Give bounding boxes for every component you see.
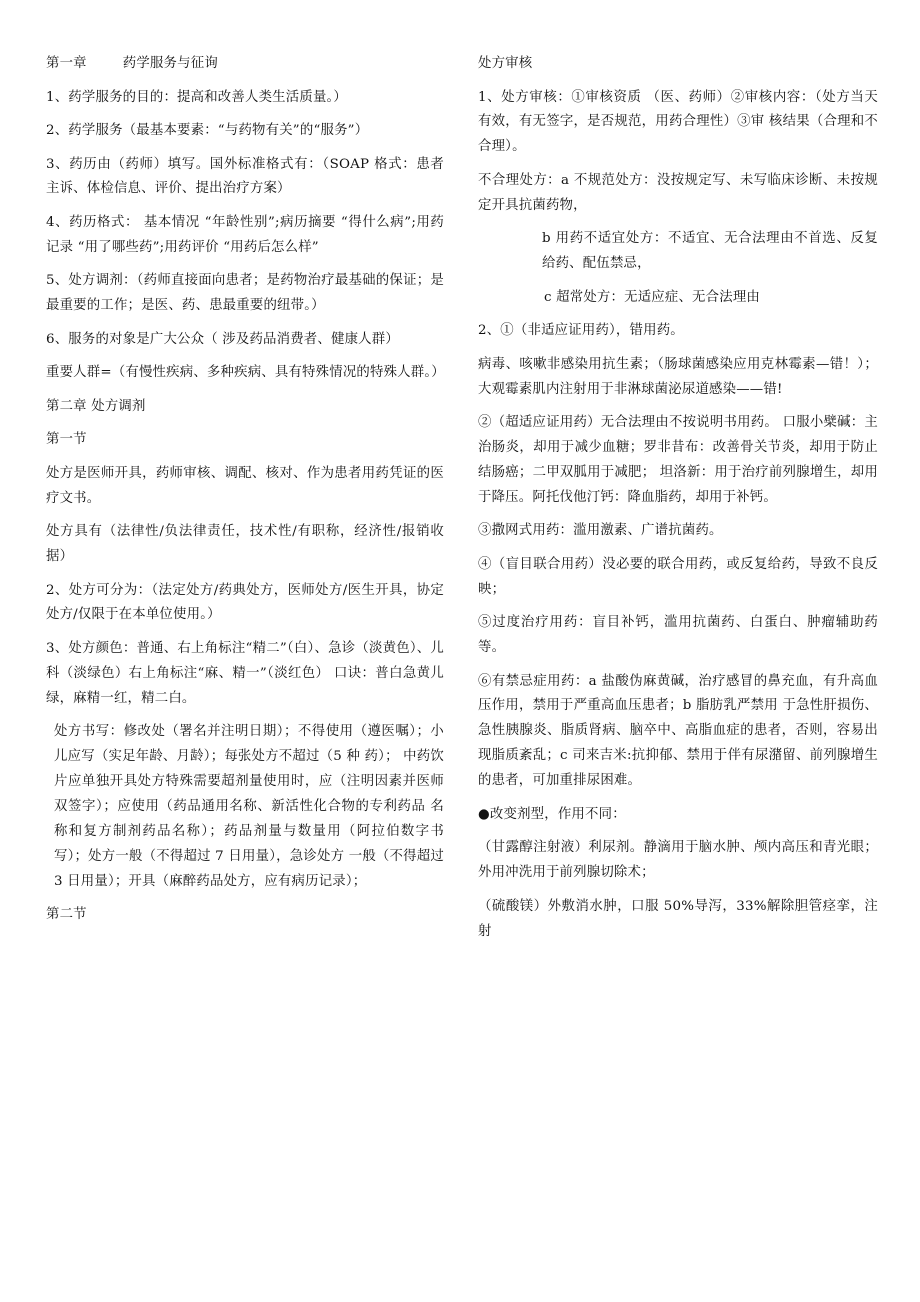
paragraph: ④（盲目联合用药）没必要的联合用药，或反复给药，导致不良反映； <box>478 556 878 597</box>
paragraph: （硫酸镁）外敷消水肿，口服 50%导泻，33%解除胆管痉挛，注射 <box>478 898 878 939</box>
paragraph: b 用药不适宜处方：不适宜、无合法理由不首选、反复给药、配伍禁忌， <box>542 231 878 272</box>
paragraph: 1、药学服务的目的：提高和改善人类生活质量。） <box>46 89 348 105</box>
section-title: 第一节 <box>46 432 87 448</box>
paragraph: ②（超适应证用药）无合法理由不按说明书用药。 口服小檗碱：主治肠炎，却用于减少血糖；罗非昔布：改善骨关节炎，却用于防止结肠癌；二甲双胍用于减肥； 坦洛新：用于治疗前列腺增生，却用于降压。阿托伐他汀钙：降血脂药，却用于补钙。 <box>478 415 878 505</box>
chapter-name: 药学服务与征询 <box>122 56 218 71</box>
section-title: 处方审核 <box>478 56 533 71</box>
chapter2-title: 第二章 处方调剂 <box>46 398 146 414</box>
paragraph: 6、服务的对象是广大公众（ 涉及药品消费者、健康人群） <box>46 331 399 347</box>
paragraph: 处方书写：修改处（署名并注明日期）；不得使用（遵医嘱）；小儿应写（实足年龄、月龄）；每张处方不超过（5 种 药）； 中药饮片应单独开具处方特殊需要超剂量使用时，应（注明因素并医师双签字）；应使用（药品通用名称、新活性化合物的专利药品 名称和复方制剂药品名称）；药品剂量与数量用（阿拉伯数字书写）；处方一般（不得超过 7 日用量），急诊处方 一般（不得超过 3 日用量）；开具（麻醉药品处方，应有病历记录）； <box>54 724 444 889</box>
right-column <box>478 52 878 944</box>
paragraph: 处方具有（法律性/负法律责任，技术性/有职称，经济性/报销收据） <box>46 524 444 565</box>
chapter1-title <box>46 52 444 77</box>
paragraph: ⑤过度治疗用药：盲目补钙，滥用抗菌药、白蛋白、肿瘤辅助药等。 <box>478 615 878 656</box>
paragraph: ③撒网式用药：滥用激素、广谱抗菌药。 <box>478 523 723 539</box>
paragraph: 2、处方可分为：（法定处方/药典处方，医师处方/医生开具，协定处方/仅限于在本单位使用。） <box>46 582 444 623</box>
paragraph: ⑥有禁忌症用药：a 盐酸伪麻黄碱，治疗感冒的鼻充血，有升高血压作用，禁用于严重高血压患者；b 脂肪乳严禁用 于急性肝损伤、急性胰腺炎、脂质肾病、脑卒中、高脂血症的患者，否则，容易出现脂质紊乱；c 司来吉米:抗抑郁、禁用于伴有尿潴留、前列腺增生的患者，可加重排尿困难。 <box>478 673 878 789</box>
left-column <box>46 52 444 928</box>
paragraph: 3、药历由（药师）填写。国外标准格式有：（SOAP 格式：患者主诉、体检信息、评价、提出治疗方案） <box>46 156 444 197</box>
paragraph: 2、①（非适应证用药），错用药。 <box>478 323 684 339</box>
paragraph: 5、处方调剂：（药师直接面向患者；是药物治疗最基础的保证；是最重要的工作；是医、药、患最重要的纽带。） <box>46 273 444 314</box>
paragraph: c 超常处方：无适应症、无合法理由 <box>544 289 761 305</box>
paragraph: 处方是医师开具，药师审核、调配、核对、作为患者用药凭证的医疗文书。 <box>46 465 444 506</box>
paragraph: 1、处方审核：①审核资质 （医、药师）②审核内容：（处方当天有效，有无签字，是否规范，用药合理性）③审 核结果（合理和不合理）。 <box>478 89 878 155</box>
paragraph: ●改变剂型，作用不同： <box>478 806 626 822</box>
section-title: 第二节 <box>46 907 87 923</box>
paragraph: （甘露醇注射液）利尿剂。静滴用于脑水肿、颅内高压和青光眼；外用冲洗用于前列腺切除术； <box>478 840 878 881</box>
paragraph: 2、药学服务（最基本要素：“与药物有关”的“服务”） <box>46 123 369 138</box>
paragraph: 4、药历格式： 基本情况 “年龄性别”;病历摘要 “得什么病”;用药记录 “用了哪些药”;用药评价 “用药后怎么样” <box>46 214 444 255</box>
paragraph: 3、处方颜色：普通、右上角标注“精二”（白）、急诊（淡黄色）、儿科（淡绿色）右上角标注“麻、精一”（淡红色） 口诀：普白急黄儿绿，麻精一红，精二白。 <box>46 640 444 706</box>
paragraph: 重要人群=（有慢性疾病、多种疾病、具有特殊情况的特殊人群。） <box>46 365 445 381</box>
chapter-label: 第一章 <box>46 56 87 71</box>
paragraph: 病毒、咳嗽非感染用抗生素；（肠球菌感染应用克林霉素—错！）；大观霉素肌内注射用于非淋球菌泌尿道感染——错! <box>478 356 878 397</box>
paragraph: 不合理处方：a 不规范处方：没按规定写、未写临床诊断、未按规定开具抗菌药物， <box>478 172 878 213</box>
